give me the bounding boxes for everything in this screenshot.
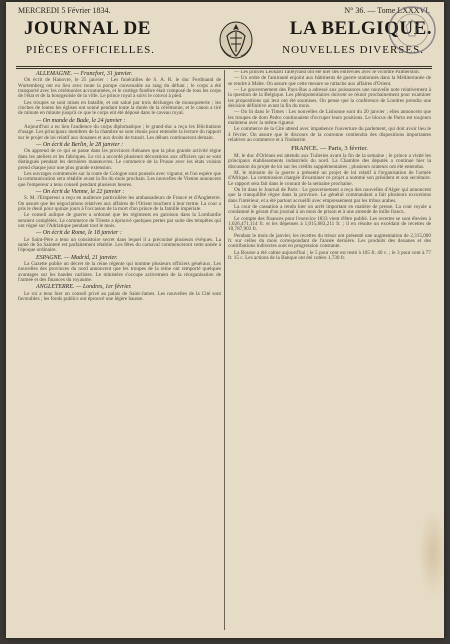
article-paragraph: Les ouvrages commencés sur la route de Cologne sont poussés avec vigueur, et l'on espère que la communication sera rétablie avant la fin du mois prochain. Les nouvelles de Vienne annoncent que l'empereur a tenu conseil pendant plusieurs heures. xyxy=(18,170,221,188)
article-paragraph: Pendant le mois de janvier, les recettes du trésor ont présenté une augmentation de 2,315,000 fr. sur celles du mois correspondant de l'année dernière. Les produits des douanes et des contributions indirectes sont en progression constante. xyxy=(228,232,431,250)
subtitle-left: PIÈCES OFFICIELLES. xyxy=(26,44,156,56)
issue-number: N° 36. — Tome LXXXVI. xyxy=(344,6,430,15)
section-heading: ALLEMAGNE. — Francfort, 31 janvier. xyxy=(36,71,133,77)
article-paragraph: Le roi a tenu hier un conseil privé au palais de Saint-James. Les nouvelles de la Cité sont favorables ; les fonds publics ont éprouvé une légère hausse. xyxy=(18,290,221,303)
library-stamp xyxy=(386,4,438,56)
column-divider xyxy=(224,70,225,630)
section-heading: — On écrit de Berlin, le 28 janvier : xyxy=(36,142,124,149)
article-paragraph: M. le duc d'Orléans est attendu aux Tuileries avant la fin de la semaine ; le prince a visité les principaux établissements industriels du nord. La Chambre des députés a continué hier la discussion du projet de loi sur les crédits supplémentaires ; plusieurs orateurs ont été entendus. xyxy=(228,152,431,170)
newspaper-page xyxy=(6,2,444,638)
left-column xyxy=(18,70,221,630)
article-paragraph: Le compte des finances pour l'exercice 1833 vient d'être publié. Les recettes se sont élevées à 1,026,471,114 fr. et les dépenses à 1,015,683,211 fr. ; il en résulte un excédant de recettes de 10,787,903 fr. xyxy=(228,215,431,233)
masthead xyxy=(16,16,432,64)
dateline xyxy=(18,6,430,16)
article-paragraph: — On lit dans le Times : Les nouvelles de Lisbonne sont du 20 janvier ; elles annoncent que les troupes de dom Pedro continuaient d'occuper leurs positions. Le blocus de Porto est toujours maintenu avec la même rigueur. xyxy=(228,109,431,127)
right-column xyxy=(228,70,431,630)
section-heading-france: FRANCE. — Paris, 3 février. xyxy=(291,145,368,153)
section-heading: — On mande de Bade, le 24 janvier : xyxy=(36,117,126,124)
section-heading: ANGLETERRE. — Londres, 1er février. xyxy=(36,284,132,291)
paper-stain xyxy=(418,508,444,598)
article-paragraph: S. M. l'Empereur a reçu en audience particulière les ambassadeurs de France et d'Angleterre. On assure que les négociations relatives aux affaires de l'Orient touchent à leur terme. La cour a pris le deuil pour quinze jours à l'occasion de la mort d'un prince de la famille impériale. xyxy=(18,195,221,212)
title-left: JOURNAL DE xyxy=(24,18,151,39)
subtitle-right: NOUVELLES DIVERSES. xyxy=(282,44,424,56)
article-paragraph: Aujourd'hui a eu lieu l'audience du corps diplomatique ; le grand-duc a reçu les félicitations d'usage. Les principaux membres de la chambre se sont réunis pour entendre la lecture du rapport sur le projet de loi relatif aux douanes et aux droits de transit. Les débats continueront demain. xyxy=(18,124,221,141)
section-heading: — On écrit de Rome, le 18 janvier : xyxy=(36,230,122,237)
article-paragraph: — Les princes Léonard Talleyrand ont été hier des entrevues avec le vicomte Palmerston. xyxy=(234,70,420,75)
article-paragraph: La cour de cassation a rendu hier un arrêt important en matière de presse. La cour royale a condamné le gérant d'un journal à un mois de prison et à une amende de mille francs. xyxy=(228,203,431,216)
article-paragraph: Le conseil aulique de guerre a ordonné que les régiments en garnison dans la Lombardie seraient complétés. Le commerce de Trieste a éprouvé quelques pertes par suite des tempêtes qui ont régné sur l'Adriatique pendant tout le mois. xyxy=(18,212,221,229)
article-paragraph: On écrit de Hanovre, le 25 janvier : Les funérailles de S. A. R. le duc Ferdinand de Wurtemberg ont eu lieu avec toute la pompe convenable au rang du défunt ; le corps a été transporté avec les cérémonies accoutumées, et le cortège funèbre était composé de tous les corps de l'état et de la bourgeoisie de la ville. Le prince royal a suivi le convoi à pied. xyxy=(18,77,221,100)
article-paragraph: On apprend de ce qui se passe dans les provinces rhénanes que la plus grande activité règne dans les ateliers et les fabriques. Le roi a accordé plusieurs décorations aux officiers qui se sont distingués pendant les dernières manœuvres. Le commerce de la Prusse avec les états voisins prend chaque jour une plus grande extension. xyxy=(18,148,221,171)
article-paragraph: M. le ministre de la guerre a présenté un projet de loi relatif à l'organisation de l'armée d'Afrique. La commission chargée d'examiner ce projet a nommé son président et son secrétaire. Le rapport sera fait dans le courant de la semaine prochaine. xyxy=(228,169,431,187)
royal-emblem-icon xyxy=(215,16,257,62)
article-paragraph: Le commerce de la Cité attend avec impatience l'ouverture du parlement, qui doit avoir lieu le 4 février. On assure que le discours de la couronne contiendra des dispositions importantes relatives au commerce et à l'industrie. xyxy=(228,126,431,144)
section-heading: ESPAGNE. — Madrid, 21 janvier. xyxy=(36,254,118,261)
article-paragraph: Le Saint-Père a tenu un consistoire secret dans lequel il a préconisé plusieurs évêques. La santé de Sa Sainteté est parfaitement rétablie. Les fêtes du carnaval commenceront cette année à l'époque ordinaire. xyxy=(18,236,221,254)
article-paragraph: — Un ordre de l'amirauté enjoint aux bâtiments de guerre stationnés dans la Méditerranée de se rendre à Malte. On assure que cette mesure se rattache aux affaires d'Orient. xyxy=(228,75,431,87)
masthead-rule xyxy=(16,66,432,69)
article-paragraph: Les troupes se sont mises en bataille, et ont salué par trois décharges de mousqueterie ; les cloches de toutes les églises ont sonné pendant toute la durée de la cérémonie, et le canon a tiré de minute en minute jusqu'à ce que le corps eût été déposé dans le caveau royal. xyxy=(18,99,221,117)
title-right: LA BELGIQUE. xyxy=(289,18,432,39)
article-paragraph: On lit dans le Journal de Paris : Le gouvernement a reçu des nouvelles d'Alger qui annoncent que la tranquillité règne dans la province. Le général commandant a fait plusieurs excursions dans l'intérieur, et a été partout accueilli avec empressement par les tribus arabes. xyxy=(228,186,431,204)
article-paragraph: — Le gouvernement des Pays-Bas a adressé aux puissances une nouvelle note relativement à la question de la Belgique. Les plénipotentiaires doivent se réunir prochainement pour examiner les propositions qui leur ont été soumises. On pense que la conférence de Londres prendra une décision définitive avant la fin du mois. xyxy=(228,87,431,110)
issue-date: MERCREDI 5 Février 1834. xyxy=(18,6,111,15)
article-paragraph: La Bourse a été calme aujourd'hui ; le 5 pour cent est resté à 105 fr. 40 c. ; le 3 pour cent à 77 fr. 15 c. Les actions de la Banque ont été cotées 1,730 fr. xyxy=(228,249,431,261)
section-heading: — On écrit de Vienne, le 22 janvier : xyxy=(36,188,125,195)
article-paragraph: La Gazette publie un décret de la reine régente qui nomme plusieurs officiers généraux. Les nouvelles des provinces du nord annoncent que les troupes de la reine ont remporté quelques avantages sur les bandes carlistes. Le ministère s'occupe activement de la réorganisation de l'armée et des finances du royaume. xyxy=(18,261,221,284)
